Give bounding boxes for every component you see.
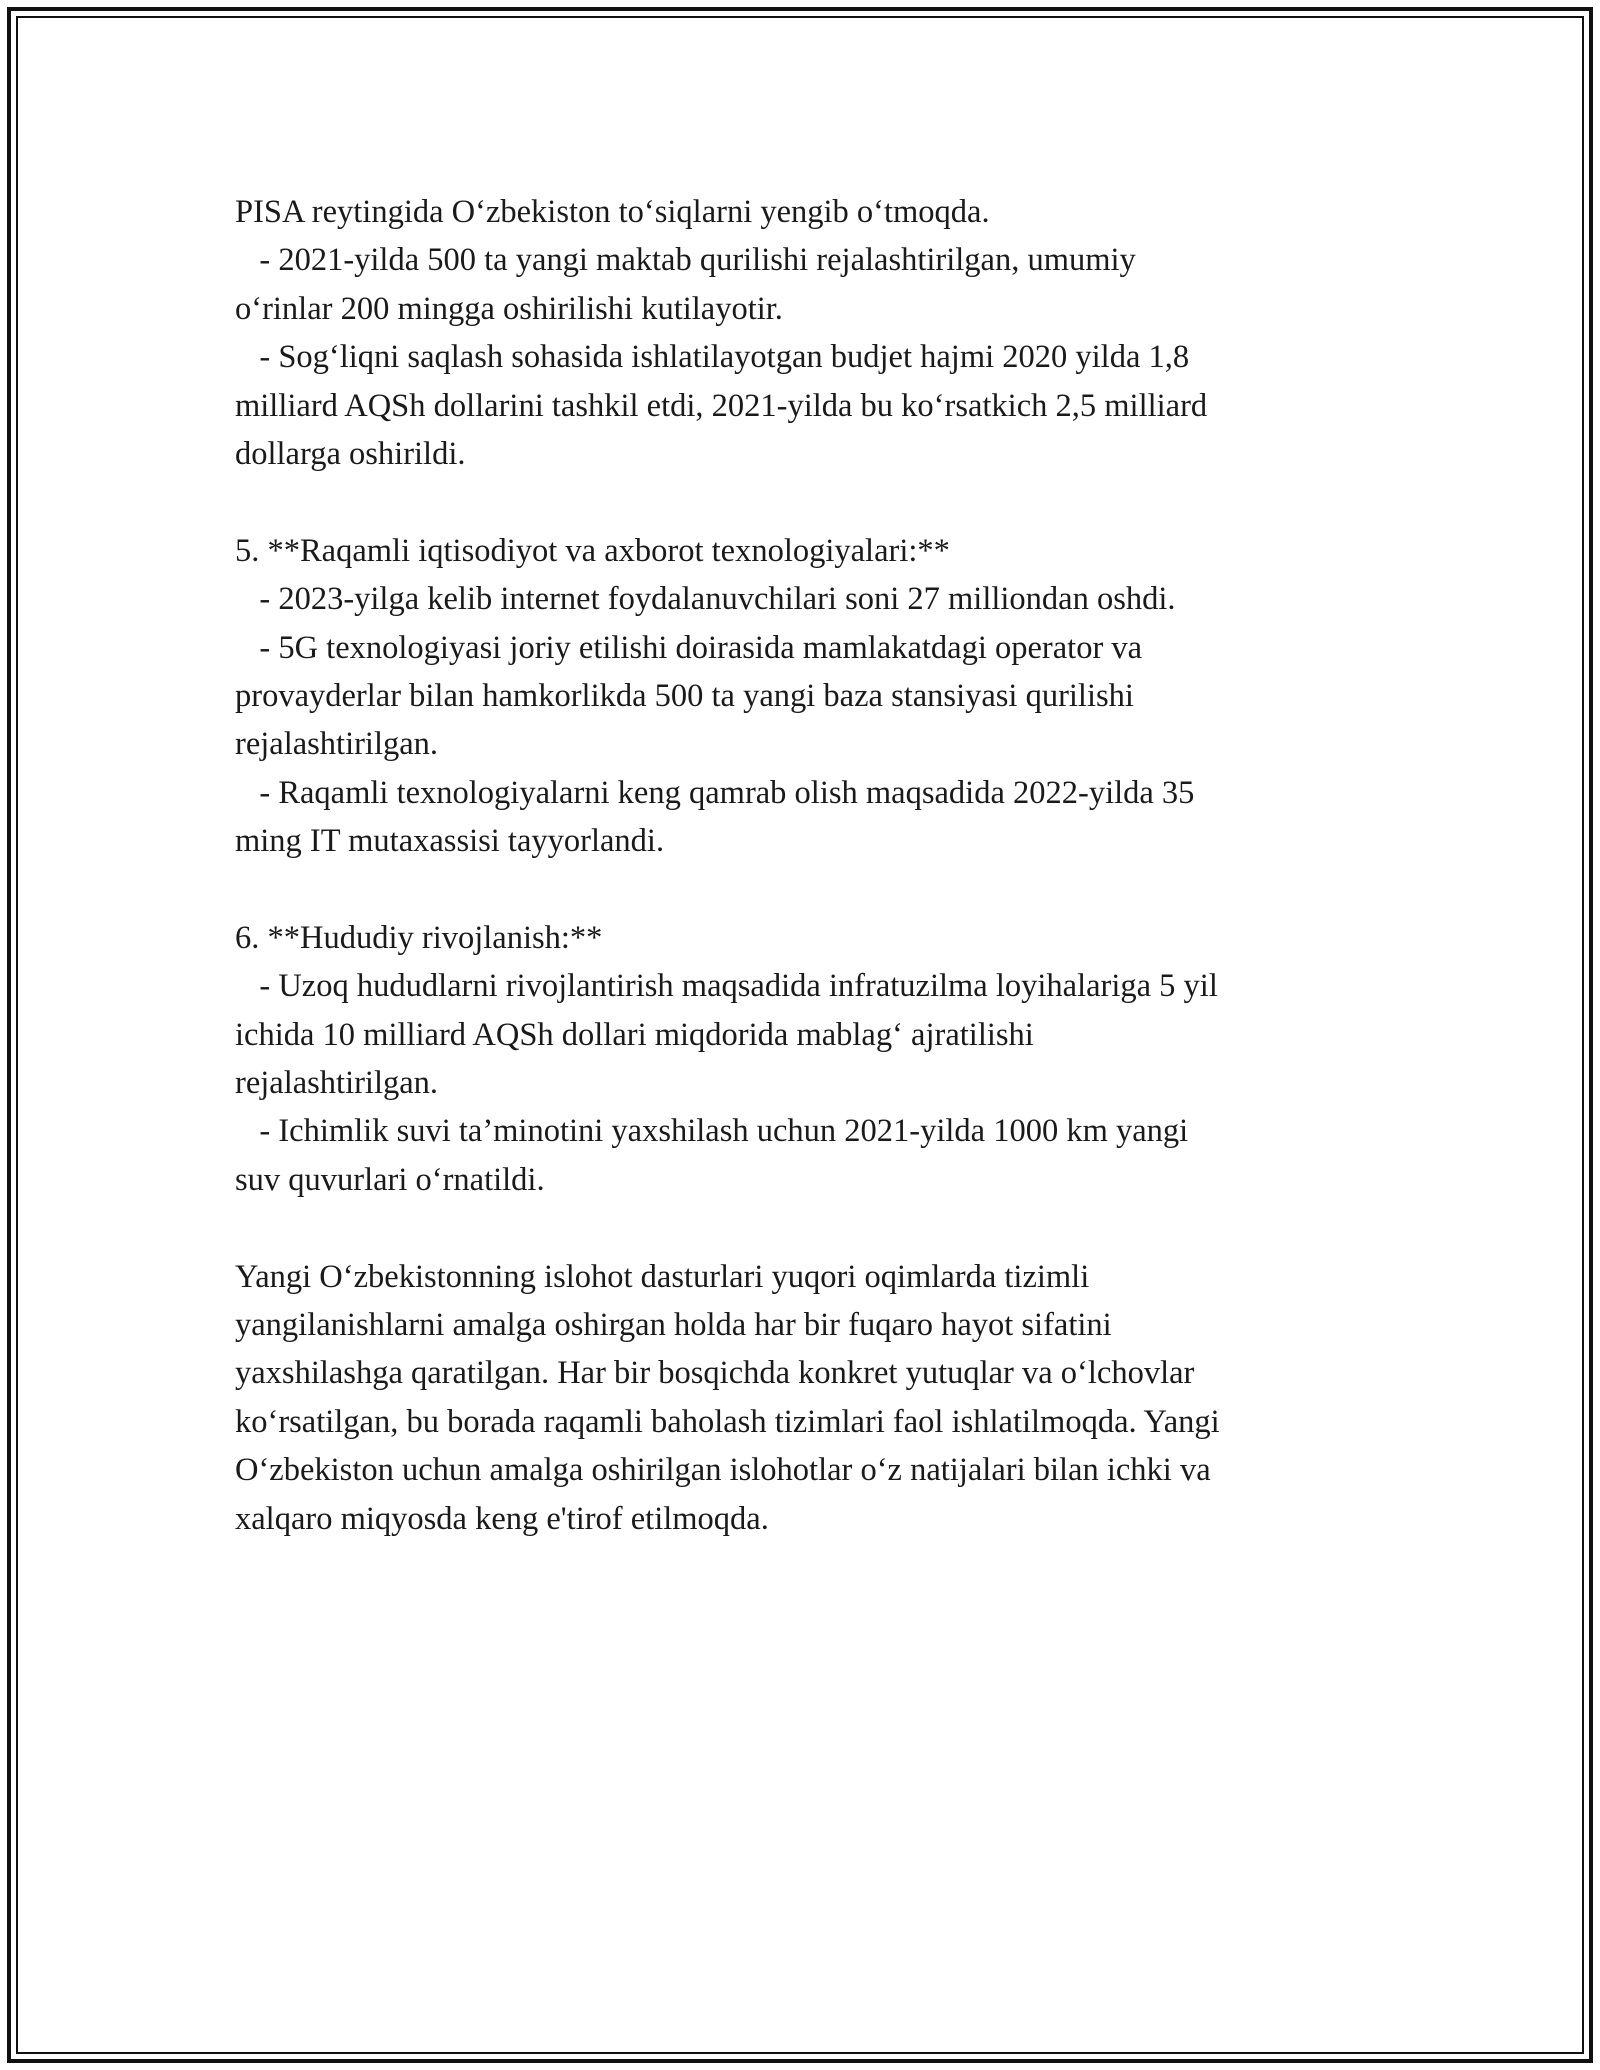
- text-line: dollarga oshirildi.: [235, 435, 466, 472]
- text-line: provayderlar bilan hamkorlikda 500 ta yangi baza stansiyasi qurilishi: [235, 677, 1134, 714]
- text-line: Yangi O‘zbekistonning islohot dasturlari yuqori oqimlarda tizimli: [235, 1258, 1090, 1295]
- text-line: ming IT mutaxassisi tayyorlandi.: [235, 823, 665, 860]
- section-heading: 6. **Hududiy rivojlanish:**: [235, 919, 603, 956]
- text-line: O‘zbekiston uchun amalga oshirilgan islohotlar o‘z natijalari bilan ichki va: [235, 1452, 1211, 1489]
- bullet-line: - Ichimlik suvi ta’minotini yaxshilash uchun 2021-yilda 1000 km yangi: [235, 1113, 1189, 1150]
- text-line: rejalashtirilgan.: [235, 726, 439, 763]
- text-line: ko‘rsatilgan, bu borada raqamli baholash tizimlari faol ishlatilmoqda. Yangi: [235, 1403, 1220, 1440]
- conclusion-paragraph: [235, 1253, 1365, 1543]
- bullet-line: - 2021-yilda 500 ta yangi maktab qurilishi rejalashtirilgan, umumiy: [235, 242, 1136, 279]
- text-line: suv quvurlari o‘rnatildi.: [235, 1161, 545, 1198]
- text-line: rejalashtirilgan.: [235, 1065, 439, 1102]
- section-5: [235, 527, 1365, 866]
- paragraph-gap: [235, 865, 1365, 913]
- bullet-line: - Raqamli texnologiyalarni keng qamrab olish maqsadida 2022-yilda 35: [235, 774, 1195, 811]
- text-line: milliard AQSh dollarini tashkil etdi, 2021-yilda bu ko‘rsatkich 2,5 milliard: [235, 387, 1208, 424]
- text-line: o‘rinlar 200 mingga oshirilishi kutilayotir.: [235, 290, 783, 327]
- intro-paragraph: [235, 188, 1365, 236]
- text-line: PISA reytingida O‘zbekiston to‘siqlarni yengib o‘tmoqda.: [235, 194, 990, 230]
- text-line: ichida 10 milliard AQSh dollari miqdorida mablag‘ ajratilishi: [235, 1016, 1034, 1053]
- education-health-block: [235, 236, 1365, 478]
- section-heading: 5. **Raqamli iqtisodiyot va axborot texnologiyalari:**: [235, 532, 950, 569]
- text-line: xalqaro miqyosda keng e'tirof etilmoqda.: [235, 1500, 769, 1537]
- paragraph-gap: [235, 478, 1365, 526]
- bullet-line: - Sog‘liqni saqlash sohasida ishlatilayotgan budjet hajmi 2020 yilda 1,8: [235, 339, 1190, 376]
- text-line: yangilanishlarni amalga oshirgan holda har bir fuqaro hayot sifatini: [235, 1306, 1112, 1343]
- bullet-line: - Uzoq hududlarni rivojlantirish maqsadida infratuzilma loyihalariga 5 yil: [235, 968, 1218, 1005]
- section-6: [235, 914, 1365, 1204]
- text-line: yaxshilashga qaratilgan. Har bir bosqichda konkret yutuqlar va o‘lchovlar: [235, 1355, 1195, 1392]
- paragraph-gap: [235, 1204, 1365, 1252]
- bullet-line: - 5G texnologiyasi joriy etilishi doirasida mamlakatdagi operator va: [235, 629, 1143, 666]
- document-body: [235, 188, 1365, 1543]
- bullet-line: - 2023-yilga kelib internet foydalanuvchilari soni 27 milliondan oshdi.: [235, 581, 1176, 618]
